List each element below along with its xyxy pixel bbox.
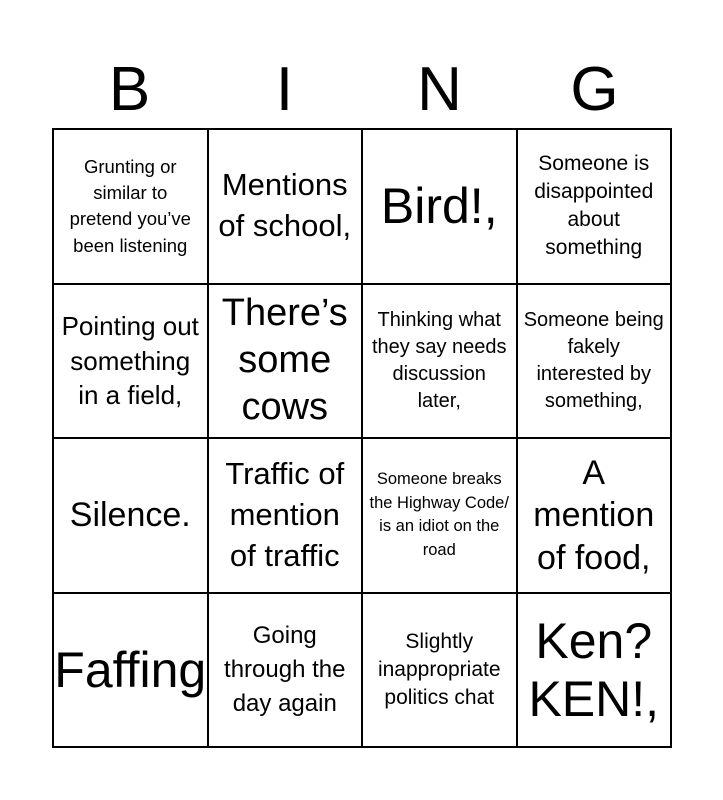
bingo-cell-r2-c1[interactable] [54,285,209,440]
bingo-cell-r1-c2[interactable] [209,130,364,285]
cell-text: A mention of food, [533,453,655,577]
bingo-cell-r4-c4[interactable] [518,594,673,749]
cell-text: Someone being fakely interested by something, [523,309,664,412]
cell-text: Going through the day again [224,621,346,717]
header-letter-n: N [417,55,462,124]
bingo-cell-r3-c4[interactable] [518,439,673,594]
bingo-cell-r3-c1[interactable] [54,439,209,594]
bingo-cell-r3-c2[interactable] [209,439,364,594]
cell-text: Slightly inappropriate politics chat [377,629,501,709]
cell-text: There’s some cows [221,292,348,429]
cell-text: Grunting or similar to pretend you’ve been listening [69,155,191,256]
header-letter-b: B [108,55,151,124]
bingo-cell-r2-c4[interactable] [518,285,673,440]
cell-text: Bird!, [380,178,498,235]
bingo-cell-r4-c3[interactable] [363,594,518,749]
cell-text: Faffing [54,641,207,698]
bingo-cell-r2-c3[interactable] [363,285,518,440]
bingo-cell-r2-c2[interactable] [209,285,364,440]
cell-text: Ken? KEN!, [528,612,660,727]
header-letter-g: G [570,55,619,124]
bingo-cell-r1-c4[interactable] [518,130,673,285]
cell-text: Pointing out something in a field, [61,311,199,410]
bingo-cell-r3-c3[interactable] [363,439,518,594]
bingo-grid [52,128,672,748]
bingo-cell-r1-c3[interactable] [363,130,518,285]
cell-text: Traffic of mention of traffic [225,455,345,573]
bingo-cell-r4-c1[interactable] [54,594,209,749]
header-letter-i: I [275,55,294,124]
bingo-header [52,52,672,128]
bingo-cell-r4-c2[interactable] [209,594,364,749]
cell-text: Mentions of school, [218,167,352,244]
cell-text: Someone is disappointed about something [534,152,654,260]
cell-text: Thinking what they say needs discussion later, [371,309,507,412]
cell-text: Someone breaks the Highway Code/ is an idiot on the road [369,470,509,559]
bingo-cell-r1-c1[interactable] [54,130,209,285]
cell-text: Silence. [69,496,191,534]
